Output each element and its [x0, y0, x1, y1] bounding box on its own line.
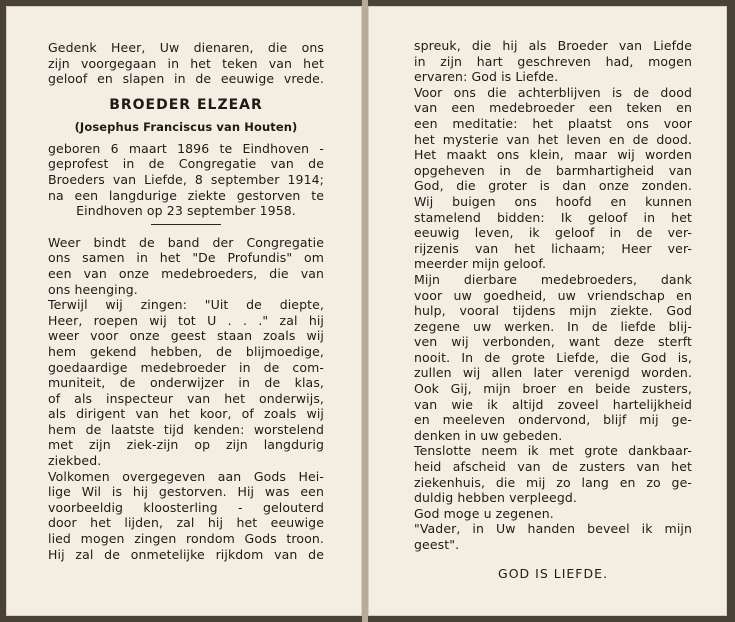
- body-line: ons heenging.: [48, 281, 138, 297]
- body-line: heid afscheid van de zusters van het: [414, 459, 692, 475]
- body-line: ervaren: God is Liefde.: [414, 69, 559, 85]
- biography: [48, 141, 324, 219]
- body-line: door het lijden, zal hij het eeuwige: [48, 515, 324, 531]
- intro-line: zijn voorgegaan in het teken van het: [48, 55, 324, 71]
- body-line: eeuwig leven, ik geloof in de ver-: [414, 225, 692, 241]
- body-line: ons samen in het "De Profundis" om: [48, 250, 324, 266]
- body-line: van wie ik altijd zoveel hartelijkheid: [414, 396, 692, 412]
- body-line: hem de laatste tijd kenden: worstelend: [48, 421, 324, 437]
- bio-line: geprofest in de Congregatie van de: [48, 156, 324, 172]
- body-line: Volkomen overgegeven aan Gods Hei-: [48, 468, 324, 484]
- bio-line: na een langdurige ziekte gestorven te: [48, 187, 324, 203]
- bio-line: Broeders van Liefde, 8 september 1914;: [48, 171, 324, 187]
- closing-line: GOD IS LIEFDE.: [498, 566, 608, 581]
- body-line: ven wij verbonden, want deze sterft: [414, 334, 692, 350]
- body-line: God moge u zegenen.: [414, 505, 554, 521]
- body-line: muniteit, de onderwijzer in de klas,: [48, 375, 324, 391]
- body-line: Tenslotte neem ik met grote dankbaar-: [414, 443, 692, 459]
- body-line: Terwijl wij zingen: "Uit de diepte,: [48, 297, 324, 313]
- body-line: opgeheven in de barmhartigheid van: [414, 162, 692, 178]
- body-line: zullen wij allen later verenigd worden.: [414, 365, 692, 381]
- separator-rule: [151, 224, 221, 225]
- body-line: lied mogen zingen rondom Gods troon.: [48, 531, 324, 547]
- left-body-text: [48, 235, 324, 562]
- body-line: Weer bindt de band der Congregatie: [48, 234, 324, 250]
- body-line: ziekbed.: [48, 453, 102, 469]
- body-line: God, die groter is dan onze zonden.: [414, 178, 692, 194]
- body-line: Het maakt ons klein, maar wij worden: [414, 147, 692, 163]
- body-line: Mijn dierbare medebroeders, dank: [414, 271, 692, 287]
- body-line: weer voor onze geest staan zoals wij: [48, 328, 324, 344]
- intro-prayer: [48, 40, 324, 87]
- body-line: en meeleven ondervond, blijf mij ge-: [414, 412, 692, 428]
- body-line: het mysterie van het leven en de dood.: [414, 131, 692, 147]
- left-column: [48, 40, 324, 562]
- body-line: of als inspecteur van het onderwijs,: [48, 390, 324, 406]
- bio-line: Eindhoven op 23 september 1958.: [76, 203, 296, 219]
- deceased-name: BROEDER ELZEAR: [109, 96, 263, 113]
- body-line: hem gekend hebben, de blijmoedige,: [48, 343, 324, 359]
- body-line: voor uw goedheid, uw vriendschap en: [414, 287, 692, 303]
- scan-border-right: [727, 0, 735, 622]
- body-line: een meditatie: het plaatst ons voor: [414, 115, 692, 131]
- body-line: een van onze medebroeders, die van: [48, 265, 324, 281]
- body-line: geest".: [414, 537, 460, 552]
- body-line: "Vader, in Uw handen beveel ik mijn: [414, 521, 692, 537]
- body-line: Wij buigen ons hoofd en kunnen: [414, 193, 692, 209]
- intro-line: geloof en slapen in de eeuwige vrede.: [48, 71, 324, 87]
- body-line: spreuk, die hij als Broeder van Liefde: [414, 38, 692, 53]
- body-line: stamelend bidden: Ik geloof in het: [414, 209, 692, 225]
- deceased-full-name: (Josephus Franciscus van Houten): [74, 119, 298, 134]
- body-line: rijzenis van het lichaam; Heer ver-: [414, 240, 692, 256]
- center-fold: [362, 0, 368, 622]
- bio-line: geboren 6 maart 1896 te Eindhoven -: [48, 140, 324, 156]
- body-line: duldig hebben verpleegd.: [414, 490, 577, 506]
- body-line: van een medebroeder een teken en: [414, 100, 692, 116]
- body-line: Hij zal de onmetelijke rijkdom van de: [48, 546, 324, 562]
- body-line: Voor ons die achterblijven is de dood: [414, 84, 692, 100]
- body-line: meerder mijn geloof.: [414, 256, 547, 272]
- body-line: in zijn hart geschreven had, mogen: [414, 53, 692, 69]
- body-line: Ook Gij, mijn broer en beide zusters,: [414, 381, 692, 397]
- body-line: ziekenhuis, die mij zo lang en zo ge-: [414, 474, 692, 490]
- body-line: goedaardige medebroeder in de com-: [48, 359, 324, 375]
- body-line: denken in uw gebeden.: [414, 427, 563, 443]
- body-line: met zijn ziek-zijn op zijn langdurig: [48, 437, 324, 453]
- body-line: Heer, roepen wij tot U . . ." zal hij: [48, 312, 324, 328]
- right-column: [414, 38, 692, 553]
- body-line: nooit. In de grote Liefde, die God is,: [414, 349, 692, 365]
- body-line: als dirigent van het koor, of zoals wij: [48, 406, 324, 422]
- body-line: lige Wil is hij gestorven. Hij was een: [48, 484, 324, 500]
- body-line: voorbeeldig kloosterling - gelouterd: [48, 499, 324, 515]
- body-line: zegene uw werken. In de liefde blij-: [414, 318, 692, 334]
- body-line: hulp, vooral tijdens mijn ziekte. God: [414, 303, 692, 319]
- intro-line: Gedenk Heer, Uw dienaren, die ons: [48, 40, 324, 55]
